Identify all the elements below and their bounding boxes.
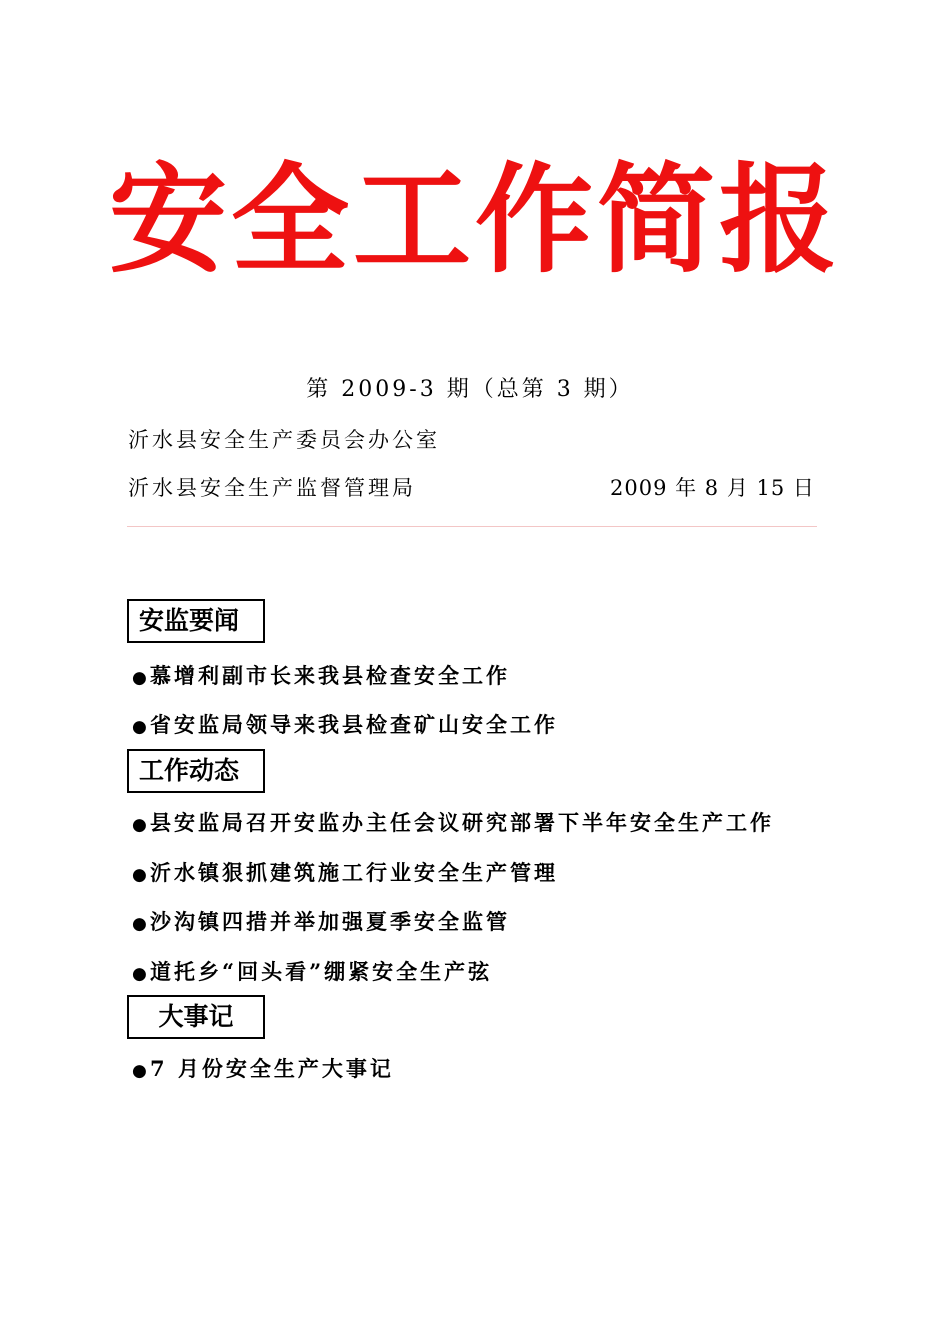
list-item: ● 县安监局召开安监办主任会议研究部署下半年安全生产工作: [132, 810, 774, 835]
bullet-icon: ●: [132, 717, 147, 737]
issuing-bureau: 沂水县安全生产监督管理局: [128, 476, 416, 500]
header-divider: [127, 526, 817, 527]
issuing-office: 沂水县安全生产委员会办公室: [128, 428, 440, 452]
list-item: ● 省安监局领导来我县检查矿山安全工作: [132, 712, 558, 737]
bullet-icon: ●: [132, 865, 147, 885]
section-heading-news: 安监要闻: [127, 599, 265, 643]
briefing-title: 安全工作简报: [108, 151, 841, 289]
list-item: ● 沙沟镇四措并举加强夏季安全监管: [132, 909, 510, 934]
list-item: ● 沂水镇狠抓建筑施工行业安全生产管理: [132, 860, 558, 885]
bullet-icon: ●: [132, 668, 147, 688]
bullet-icon: ●: [132, 914, 147, 934]
issue-number: 第 2009-3 期（总第 3 期）: [306, 377, 634, 402]
bullet-icon: ●: [132, 815, 147, 835]
issue-date: 2009 年 8 月 15 日: [610, 476, 815, 500]
section-heading-work-updates: 工作动态: [127, 749, 265, 793]
bullet-icon: ●: [132, 1061, 147, 1081]
list-item: ● 道托乡“回头看”绷紧安全生产弦: [132, 959, 493, 984]
bullet-icon: ●: [132, 964, 147, 984]
section-heading-chronicle: 大事记: [127, 995, 265, 1039]
list-item: ● 7 月份安全生产大事记: [132, 1056, 394, 1081]
list-item: ● 慕增利副市长来我县检查安全工作: [132, 663, 510, 688]
